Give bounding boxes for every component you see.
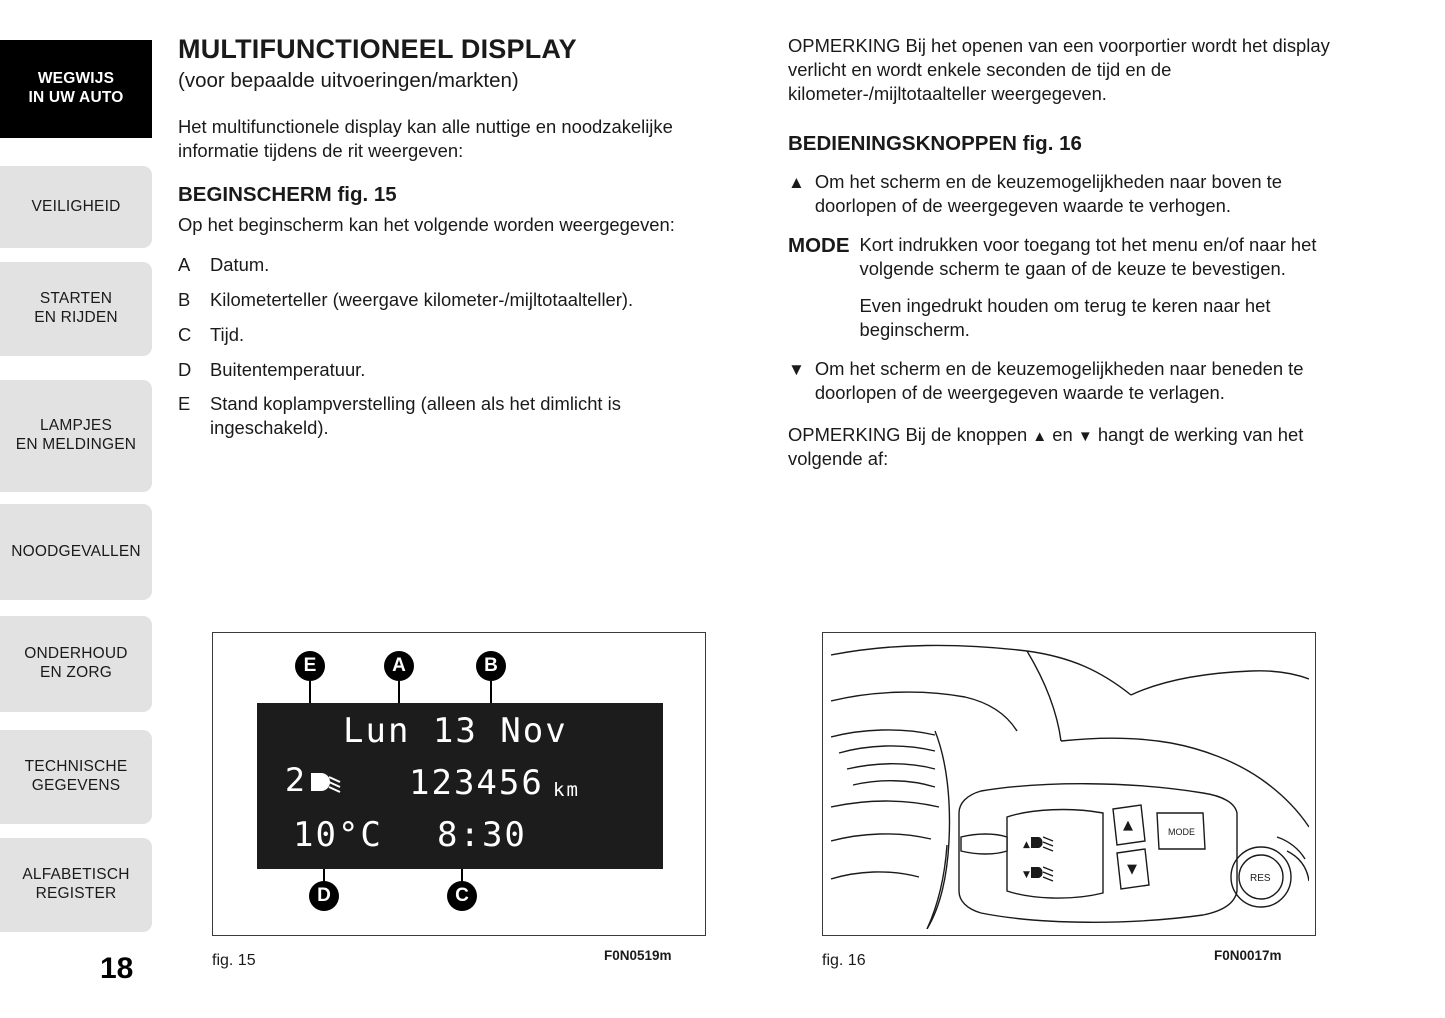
headlamp-level-value: 2	[285, 761, 308, 799]
svg-text:▲: ▲	[1023, 840, 1030, 850]
arrow-down-icon: ▼	[1077, 428, 1093, 446]
sidebar-item-alfabetisch-register[interactable]	[0, 838, 152, 932]
list-item	[788, 233, 1366, 343]
section-heading-bedieningsknoppen: BEDIENINGSKNOPPEN fig. 16	[788, 131, 1082, 155]
up-arrow-icon: ▲	[1123, 818, 1133, 833]
sidebar-item-wegwijs-in-uw-auto[interactable]	[0, 40, 152, 138]
figure-15	[212, 632, 706, 936]
item-letter: D	[178, 358, 192, 380]
display-items-list	[178, 253, 738, 441]
sidebar-item-starten-en-rijden[interactable]	[0, 262, 152, 356]
control-buttons-list	[788, 170, 1366, 405]
list-item	[178, 288, 738, 312]
figure-16	[822, 632, 1316, 936]
sidebar-item-label-2: EN ZORG	[39, 664, 112, 681]
callout-e: E	[295, 651, 325, 681]
sidebar-item-technische-gegevens[interactable]	[0, 730, 152, 824]
item-text: Buitentemperatuur.	[210, 358, 366, 380]
button-description: Om het scherm en de keuzemogelijkheden naar beneden te doorlopen of de weergegeven waarde te verlagen.	[814, 358, 1304, 404]
figure-15-code: F0N0519m	[604, 948, 672, 963]
note-bottom-post: hangt de werking van het volgende af:	[788, 424, 1304, 470]
page-title: MULTIFUNCTIONEEL DISPLAY	[178, 34, 577, 64]
sidebar-item-lampjes-en-meldingen[interactable]	[0, 380, 152, 492]
sidebar	[0, 0, 152, 1018]
item-text: Stand koplampverstelling (alleen als het dimlicht is ingeschakeld).	[210, 393, 621, 439]
display-odometer-unit: km	[553, 779, 580, 801]
sidebar-item-label: WEGWIJS	[37, 70, 115, 88]
right-column	[788, 34, 1366, 491]
callout-d: D	[309, 881, 339, 911]
arrow-down-icon: ▼	[788, 360, 805, 380]
item-letter: B	[178, 288, 191, 310]
list-item	[178, 253, 738, 277]
sidebar-item-label-2: GEGEVENS	[31, 777, 121, 794]
sidebar-item-label: STARTEN	[39, 290, 113, 308]
item-text: Datum.	[210, 253, 270, 275]
sidebar-item-label-2: IN UW AUTO	[28, 89, 124, 106]
button-description-2: Even ingedrukt houden om terug te keren naar het beginscherm.	[859, 295, 1271, 341]
sidebar-item-label: NOODGEVALLEN	[11, 542, 141, 560]
item-text: Tijd.	[210, 323, 245, 345]
list-item	[178, 323, 738, 347]
svg-text:▼: ▼	[1023, 870, 1030, 880]
headlamp-level-icon	[285, 761, 345, 799]
sidebar-item-label-2: REGISTER	[35, 885, 117, 902]
callout-c: C	[447, 881, 477, 911]
display-time: 8:30	[437, 815, 527, 855]
arrow-up-icon: ▲	[1032, 428, 1048, 446]
display-temperature: 10°C	[293, 815, 383, 855]
item-text: Kilometerteller (weergave kilometer-/mijltotaalteller).	[210, 288, 634, 310]
callout-b: B	[476, 651, 506, 681]
dashboard-photo	[831, 641, 1309, 929]
button-description: Kort indrukken voor toegang tot het menu en/of naar het volgende scherm te gaan of de keuze te bevestigen.	[859, 233, 1317, 279]
arrow-up-icon: ▲	[788, 172, 805, 192]
button-description: Om het scherm en de keuzemogelijkheden naar boven te doorlopen of de weergegeven waarde te verhogen.	[814, 170, 1283, 216]
section-heading-beginscherm: BEGINSCHERM fig. 15	[178, 182, 397, 206]
sidebar-item-label: LAMPJES	[39, 417, 113, 435]
sidebar-item-veiligheid[interactable]	[0, 166, 152, 248]
note-bottom-mid: en	[1047, 424, 1078, 446]
sidebar-item-label: ONDERHOUD	[24, 645, 128, 663]
note-bottom	[788, 423, 1366, 471]
sidebar-item-label: VEILIGHEID	[31, 197, 121, 215]
display-date: Lun 13 Nov	[343, 711, 568, 751]
mode-label: MODE	[788, 233, 850, 257]
sidebar-item-label-2: EN MELDINGEN	[15, 436, 137, 453]
multifunction-display-screen	[257, 703, 663, 869]
sidebar-item-label: ALFABETISCH	[22, 866, 130, 884]
list-item	[178, 392, 738, 440]
sidebar-item-noodgevallen[interactable]	[0, 504, 152, 600]
res-label: RES	[1250, 873, 1271, 884]
figure-16-caption: fig. 16	[822, 952, 866, 969]
item-letter: C	[178, 323, 192, 345]
page-subtitle: (voor bepaalde uitvoeringen/markten)	[178, 69, 519, 92]
note-top: OPMERKING Bij het openen van een voorportier wordt het display verlicht en wordt enkele seconden de tijd en de kilometer-/mijltotaalteller weergegeven.	[788, 35, 1330, 104]
down-arrow-icon: ▼	[1127, 862, 1137, 877]
mode-button-label: MODE	[1168, 827, 1195, 837]
page-number: 18	[100, 952, 134, 985]
item-letter: A	[178, 253, 191, 275]
intro-paragraph: Het multifunctionele display kan alle nuttige en noodzakelijke informatie tijdens de rit weergeven:	[178, 116, 673, 161]
section-intro: Op het beginscherm kan het volgende worden weergegeven:	[178, 213, 675, 235]
sidebar-item-onderhoud-en-zorg[interactable]	[0, 616, 152, 712]
display-odometer: 123456	[409, 763, 544, 803]
sidebar-item-label: TECHNISCHE	[24, 758, 128, 776]
list-item	[788, 170, 1366, 218]
callout-a: A	[384, 651, 414, 681]
figure-16-code: F0N0017m	[1214, 948, 1282, 963]
list-item	[178, 358, 738, 382]
list-item	[788, 357, 1366, 405]
figure-15-caption: fig. 15	[212, 952, 256, 969]
left-column	[178, 34, 738, 451]
item-letter: E	[178, 393, 191, 415]
note-bottom-pre: OPMERKING Bij de knoppen	[788, 424, 1033, 446]
sidebar-item-label-2: EN RIJDEN	[34, 309, 118, 326]
